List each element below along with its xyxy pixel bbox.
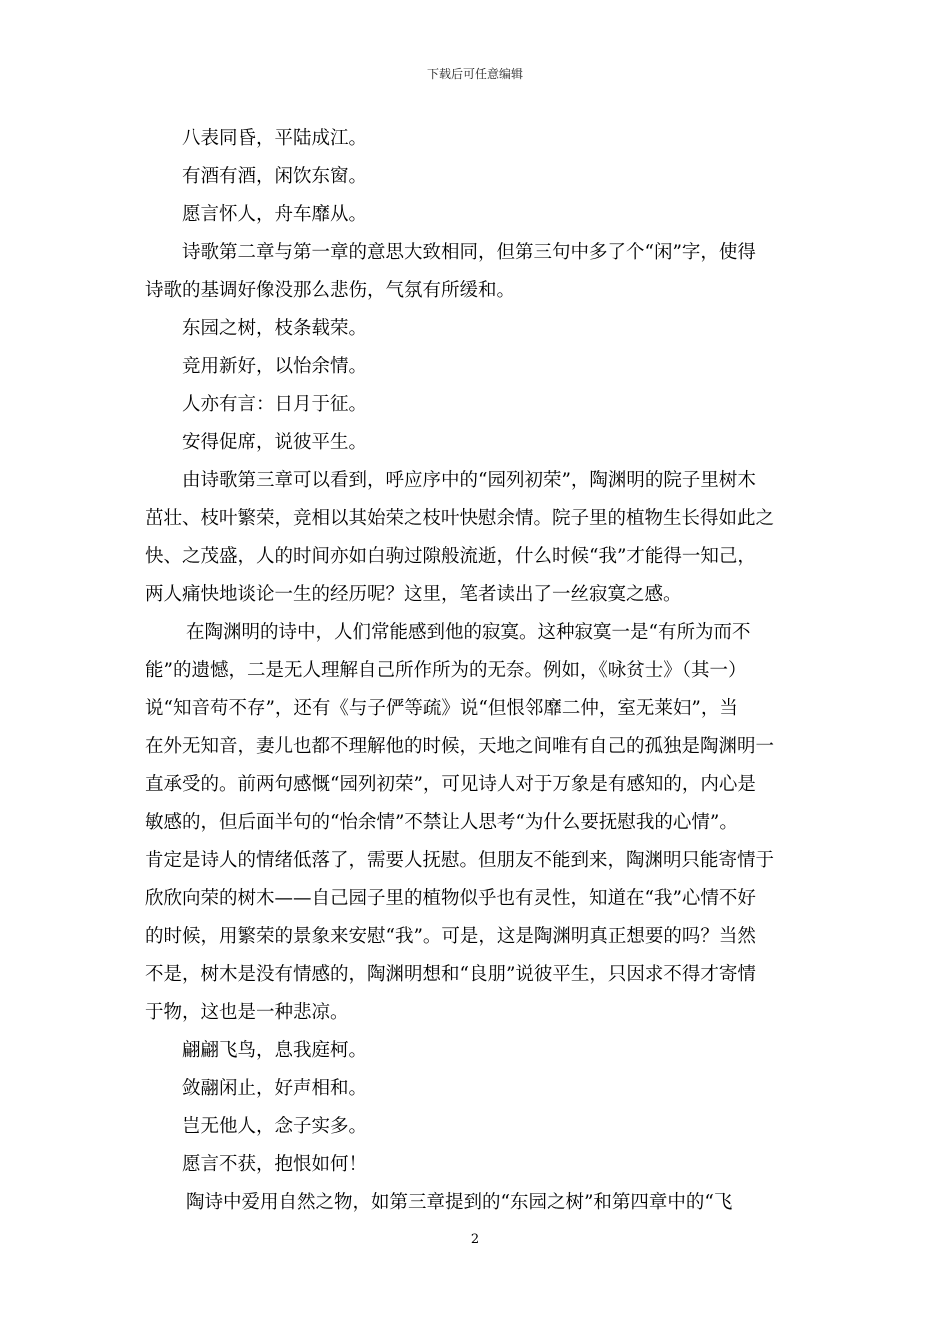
paragraph-line: 敏感的，但后面半句的“怡余情”不禁让人思考“为什么要抚慰我的心情”。 <box>145 812 738 833</box>
paragraph-line: 陶诗中爱用自然之物，如第三章提到的“东园之树”和第四章中的“飞 <box>186 1192 733 1213</box>
poem-line: 翩翩飞鸟，息我庭柯。 <box>182 1040 368 1061</box>
poem-line: 东园之树，枝条载荣。 <box>182 318 368 339</box>
paragraph-line: 诗歌第二章与第一章的意思大致相同，但第三句中多了个“闲”字，使得 <box>182 242 756 263</box>
paragraph-line: 在陶渊明的诗中，人们常能感到他的寂寞。这种寂寞一是“有所为而不 <box>186 622 751 643</box>
commentary-paragraph <box>145 1184 813 1222</box>
paragraph-line: 的时候，用繁荣的景象来安慰“我”。可是，这是陶渊明真正想要的吗？当然 <box>145 926 756 947</box>
poem-line: 有酒有酒，闲饮东窗。 <box>182 166 368 187</box>
paragraph-line: 快、之茂盛，人的时间亦如白驹过隙般流逝，什么时候“我”才能得一知己， <box>145 546 756 567</box>
document-body <box>145 120 813 1222</box>
paragraph-line: 由诗歌第三章可以看到，呼应序中的“园列初荣”，陶渊明的院子里树木 <box>182 470 756 491</box>
paragraph-line: 茁壮、枝叶繁荣，竞相以其始荣之枝叶快慰余情。院子里的植物生长得如此之 <box>145 508 775 529</box>
paragraph-line: 于物，这也是一种悲凉。 <box>145 1002 349 1023</box>
paragraph-line: 直承受的。前两句感慨“园列初荣”，可见诗人对于万象是有感知的，内心是 <box>145 774 756 795</box>
page-header: 下载后可任意编辑 <box>426 67 523 81</box>
poem-line: 人亦有言：日月于征。 <box>182 394 368 415</box>
paragraph-line: 肯定是诗人的情绪低落了，需要人抚慰。但朋友不能到来，陶渊明只能寄情于 <box>145 850 775 871</box>
commentary-paragraph <box>145 234 813 310</box>
paragraph-line: 能”的遗憾，二是无人理解自己所作所为的无奈。例如，《咏贫士》（其一） <box>145 660 747 681</box>
poem-line: 八表同昏，平陆成江。 <box>182 128 368 149</box>
paragraph-line: 欣欣向荣的树木——自己园子里的植物似乎也有灵性，知道在“我”心情不好 <box>145 888 756 909</box>
poem-line: 愿言不获，抱恨如何！ <box>182 1154 368 1175</box>
poem-line: 愿言怀人，舟车靡从。 <box>182 204 368 225</box>
paragraph-line: 在外无知音，妻儿也都不理解他的时候，天地之间唯有自己的孤独是陶渊明一 <box>145 736 775 757</box>
paragraph-line: 诗歌的基调好像没那么悲伤，气氛有所缓和。 <box>145 280 516 301</box>
paragraph-line: 两人痛快地谈论一生的经历呢？这里，笔者读出了一丝寂寞之感。 <box>145 584 682 605</box>
paragraph-line: 说“知音苟不存”，还有《与子俨等疏》说“但恨邻靡二仲，室无莱妇”，当 <box>145 698 738 719</box>
commentary-paragraph <box>145 462 813 614</box>
poem-line: 岂无他人，念子实多。 <box>182 1116 368 1137</box>
page-number: 2 <box>470 1232 480 1247</box>
poem-line: 安得促席，说彼平生。 <box>182 432 368 453</box>
commentary-paragraph <box>145 614 813 1032</box>
paragraph-line: 不是，树木是没有情感的，陶渊明想和“良朋”说彼平生，只因求不得才寄情 <box>145 964 756 985</box>
poem-line: 敛翮闲止，好声相和。 <box>182 1078 368 1099</box>
poem-line: 竞用新好，以怡余情。 <box>182 356 368 377</box>
